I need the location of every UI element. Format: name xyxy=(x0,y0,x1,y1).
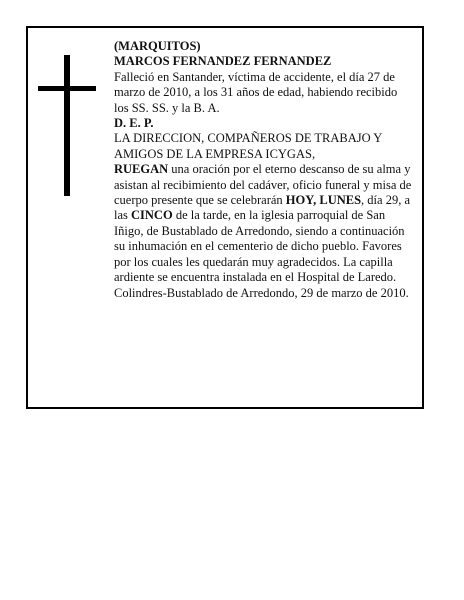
dep-label: D. E. P. xyxy=(114,116,154,131)
service-hour: CINCO xyxy=(131,208,173,223)
death-details: Falleció en Santander, víctima de accidente, el día 27 de marzo de 2010, a los 31 años de edad, habiendo recibido los SS. SS. y la B. A. xyxy=(114,69,398,115)
deceased-name: MARCOS FERNANDEZ FERNANDEZ xyxy=(114,54,332,69)
request-word: RUEGAN xyxy=(114,162,169,177)
mourners: LA DIRECCION, COMPAÑEROS DE TRABAJO Y AMIGOS DE LA EMPRESA ICYGAS, xyxy=(114,131,382,161)
cross-icon xyxy=(64,55,70,196)
obituary-text xyxy=(114,39,412,301)
place-date: Colindres-Bustablado de Arredondo, 29 de marzo de 2010. xyxy=(114,285,409,300)
service-day: HOY, LUNES xyxy=(285,193,362,208)
cross-icon-bar xyxy=(38,86,96,91)
nickname: (MARQUITOS) xyxy=(114,39,201,53)
request-paragraph: RUEGAN una oración por el eterno descanso de su alma y asistan al recibimiento del cadáver, oficio funeral y misa de cuerpo presente que se celebrarán HOY, LUNES, día 29, a las CINCO de la tarde, en la iglesia parroquial de San Iñigo, de Bustablado de Arredondo, siendo a continuación su inhumación en el cementerio de dicho pueblo. Favores por los cuales les quedarán muy agradecidos. La capilla ardiente se encuentra instalada en el Hospital de Laredo. xyxy=(114,162,412,285)
